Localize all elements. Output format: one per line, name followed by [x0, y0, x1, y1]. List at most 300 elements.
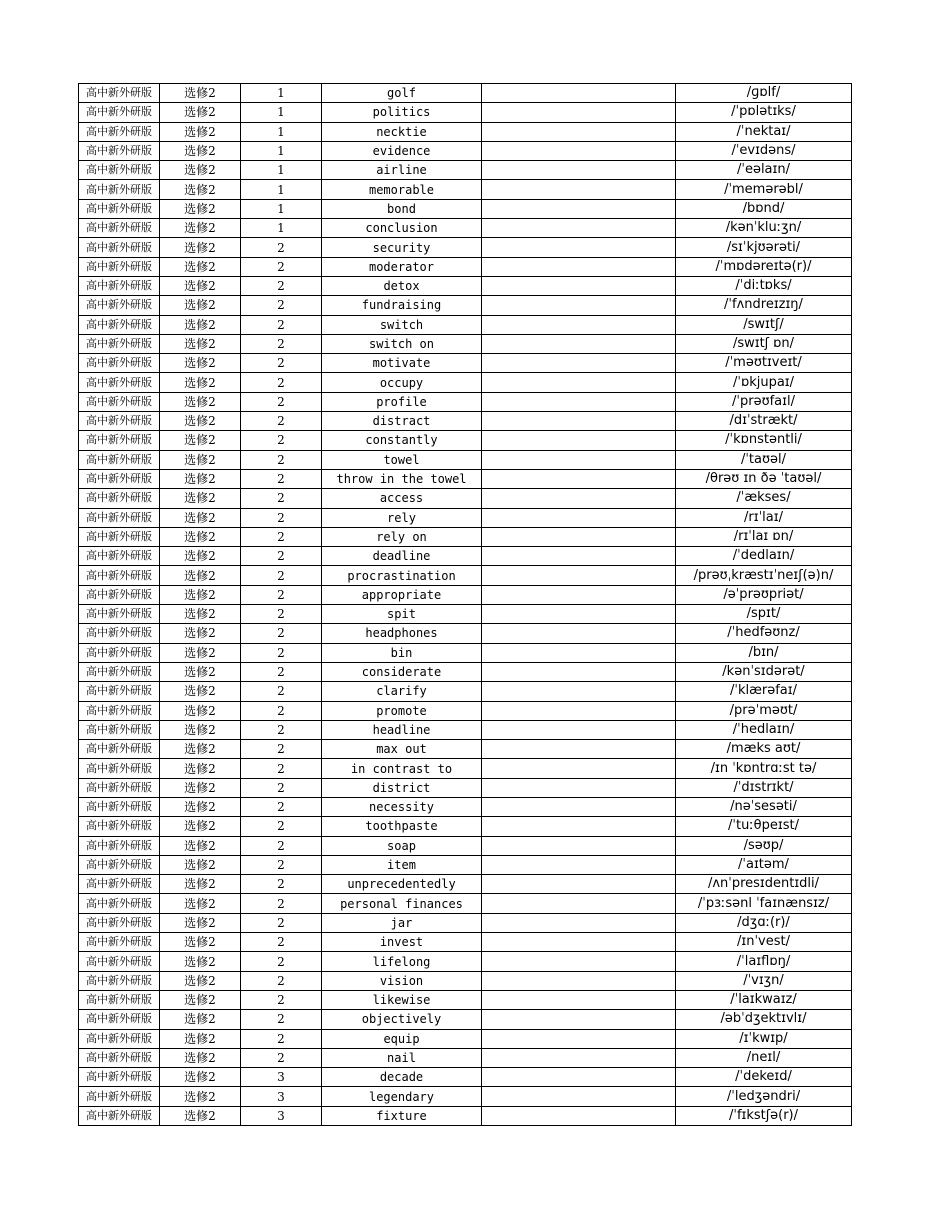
textbook-edition-cell: 高中新外研版: [79, 257, 160, 276]
textbook-edition-cell: 高中新外研版: [79, 836, 160, 855]
phonetic-cell: /ˈklærəfaɪ/: [676, 682, 852, 701]
unit-number-cell: 2: [241, 643, 322, 662]
english-word-cell: toothpaste: [322, 817, 482, 836]
table-row: [79, 566, 852, 585]
english-word-cell: bond: [322, 199, 482, 218]
blank-meaning-cell: [482, 894, 676, 913]
module-cell: 选修2: [160, 1106, 241, 1125]
unit-number-cell: 2: [241, 1029, 322, 1048]
module-cell: 选修2: [160, 740, 241, 759]
textbook-edition-cell: 高中新外研版: [79, 855, 160, 874]
textbook-edition-cell: 高中新外研版: [79, 643, 160, 662]
phonetic-cell: /ˈpɜːsənl ˈfaɪnænsɪz/: [676, 894, 852, 913]
blank-meaning-cell: [482, 469, 676, 488]
blank-meaning-cell: [482, 778, 676, 797]
english-word-cell: politics: [322, 103, 482, 122]
textbook-edition-cell: 高中新外研版: [79, 373, 160, 392]
phonetic-cell: /prəˈməʊt/: [676, 701, 852, 720]
textbook-edition-cell: 高中新外研版: [79, 778, 160, 797]
blank-meaning-cell: [482, 913, 676, 932]
blank-meaning-cell: [482, 990, 676, 1009]
table-row: [79, 1106, 852, 1125]
module-cell: 选修2: [160, 431, 241, 450]
blank-meaning-cell: [482, 199, 676, 218]
phonetic-cell: /ˈfʌndreɪzɪŋ/: [676, 296, 852, 315]
table-row: [79, 855, 852, 874]
unit-number-cell: 1: [241, 219, 322, 238]
blank-meaning-cell: [482, 334, 676, 353]
table-row: [79, 990, 852, 1009]
textbook-edition-cell: 高中新外研版: [79, 450, 160, 469]
table-row: [79, 836, 852, 855]
english-word-cell: profile: [322, 392, 482, 411]
textbook-edition-cell: 高中新外研版: [79, 1029, 160, 1048]
english-word-cell: considerate: [322, 662, 482, 681]
phonetic-cell: /ˈdekeɪd/: [676, 1068, 852, 1087]
module-cell: 选修2: [160, 469, 241, 488]
english-word-cell: constantly: [322, 431, 482, 450]
module-cell: 选修2: [160, 180, 241, 199]
textbook-edition-cell: 高中新外研版: [79, 894, 160, 913]
table-row: [79, 334, 852, 353]
unit-number-cell: 2: [241, 238, 322, 257]
textbook-edition-cell: 高中新外研版: [79, 199, 160, 218]
table-row: [79, 913, 852, 932]
unit-number-cell: 2: [241, 1010, 322, 1029]
phonetic-cell: /nəˈsesəti/: [676, 797, 852, 816]
module-cell: 选修2: [160, 354, 241, 373]
textbook-edition-cell: 高中新外研版: [79, 913, 160, 932]
textbook-edition-cell: 高中新外研版: [79, 180, 160, 199]
module-cell: 选修2: [160, 662, 241, 681]
module-cell: 选修2: [160, 315, 241, 334]
table-row: [79, 1048, 852, 1067]
phonetic-cell: /ˈfɪkstʃə(r)/: [676, 1106, 852, 1125]
phonetic-cell: /neɪl/: [676, 1048, 852, 1067]
unit-number-cell: 2: [241, 662, 322, 681]
phonetic-cell: /əbˈdʒektɪvlɪ/: [676, 1010, 852, 1029]
module-cell: 选修2: [160, 84, 241, 103]
phonetic-cell: /prəʊˌkræstɪˈneɪʃ(ə)n/: [676, 566, 852, 585]
phonetic-cell: /ˈevɪdəns/: [676, 141, 852, 160]
unit-number-cell: 2: [241, 605, 322, 624]
blank-meaning-cell: [482, 296, 676, 315]
blank-meaning-cell: [482, 952, 676, 971]
english-word-cell: memorable: [322, 180, 482, 199]
table-row: [79, 952, 852, 971]
phonetic-cell: /ˈnektaɪ/: [676, 122, 852, 141]
phonetic-cell: /ˈtaʊəl/: [676, 450, 852, 469]
textbook-edition-cell: 高中新外研版: [79, 566, 160, 585]
english-word-cell: necessity: [322, 797, 482, 816]
english-word-cell: necktie: [322, 122, 482, 141]
table-row: [79, 875, 852, 894]
table-row: [79, 354, 852, 373]
blank-meaning-cell: [482, 720, 676, 739]
table-row: [79, 662, 852, 681]
textbook-edition-cell: 高中新外研版: [79, 354, 160, 373]
phonetic-cell: /dʒɑː(r)/: [676, 913, 852, 932]
english-word-cell: switch on: [322, 334, 482, 353]
module-cell: 选修2: [160, 373, 241, 392]
unit-number-cell: 2: [241, 797, 322, 816]
blank-meaning-cell: [482, 971, 676, 990]
unit-number-cell: 2: [241, 701, 322, 720]
textbook-edition-cell: 高中新外研版: [79, 469, 160, 488]
blank-meaning-cell: [482, 1068, 676, 1087]
blank-meaning-cell: [482, 354, 676, 373]
unit-number-cell: 2: [241, 392, 322, 411]
table-row: [79, 199, 852, 218]
english-word-cell: rely on: [322, 527, 482, 546]
unit-number-cell: 2: [241, 469, 322, 488]
blank-meaning-cell: [482, 392, 676, 411]
table-row: [79, 720, 852, 739]
unit-number-cell: 2: [241, 971, 322, 990]
unit-number-cell: 2: [241, 373, 322, 392]
textbook-edition-cell: 高中新外研版: [79, 1106, 160, 1125]
unit-number-cell: 2: [241, 952, 322, 971]
table-row: [79, 257, 852, 276]
textbook-edition-cell: 高中新外研版: [79, 412, 160, 431]
module-cell: 选修2: [160, 894, 241, 913]
module-cell: 选修2: [160, 296, 241, 315]
english-word-cell: item: [322, 855, 482, 874]
blank-meaning-cell: [482, 1087, 676, 1106]
blank-meaning-cell: [482, 180, 676, 199]
english-word-cell: fundraising: [322, 296, 482, 315]
module-cell: 选修2: [160, 720, 241, 739]
phonetic-cell: /əˈprəʊpriət/: [676, 585, 852, 604]
english-word-cell: deadline: [322, 547, 482, 566]
english-word-cell: access: [322, 489, 482, 508]
table-row: [79, 1010, 852, 1029]
table-row: [79, 817, 852, 836]
unit-number-cell: 2: [241, 276, 322, 295]
phonetic-cell: /ˈpɒlətɪks/: [676, 103, 852, 122]
phonetic-cell: /ʌnˈpresɪdentɪdli/: [676, 875, 852, 894]
table-row: [79, 238, 852, 257]
english-word-cell: equip: [322, 1029, 482, 1048]
blank-meaning-cell: [482, 161, 676, 180]
table-row: [79, 141, 852, 160]
module-cell: 选修2: [160, 508, 241, 527]
table-row: [79, 701, 852, 720]
table-row: [79, 585, 852, 604]
unit-number-cell: 2: [241, 547, 322, 566]
module-cell: 选修2: [160, 1029, 241, 1048]
textbook-edition-cell: 高中新外研版: [79, 720, 160, 739]
phonetic-cell: /ˈledʒəndri/: [676, 1087, 852, 1106]
module-cell: 选修2: [160, 1048, 241, 1067]
table-row: [79, 315, 852, 334]
phonetic-cell: /ˈaɪtəm/: [676, 855, 852, 874]
module-cell: 选修2: [160, 759, 241, 778]
table-row: [79, 605, 852, 624]
unit-number-cell: 2: [241, 296, 322, 315]
unit-number-cell: 2: [241, 489, 322, 508]
phonetic-cell: /swɪtʃ ɒn/: [676, 334, 852, 353]
english-word-cell: motivate: [322, 354, 482, 373]
unit-number-cell: 1: [241, 199, 322, 218]
textbook-edition-cell: 高中新外研版: [79, 740, 160, 759]
blank-meaning-cell: [482, 141, 676, 160]
phonetic-cell: /kənˈsɪdərət/: [676, 662, 852, 681]
textbook-edition-cell: 高中新外研版: [79, 701, 160, 720]
textbook-edition-cell: 高中新外研版: [79, 334, 160, 353]
english-word-cell: headline: [322, 720, 482, 739]
unit-number-cell: 2: [241, 354, 322, 373]
unit-number-cell: 3: [241, 1106, 322, 1125]
textbook-edition-cell: 高中新外研版: [79, 296, 160, 315]
module-cell: 选修2: [160, 855, 241, 874]
english-word-cell: decade: [322, 1068, 482, 1087]
blank-meaning-cell: [482, 836, 676, 855]
phonetic-cell: /ɪn ˈkɒntrɑːst tə/: [676, 759, 852, 778]
english-word-cell: clarify: [322, 682, 482, 701]
phonetic-cell: /ˈmemərəbl/: [676, 180, 852, 199]
table-row: [79, 450, 852, 469]
module-cell: 选修2: [160, 778, 241, 797]
phonetic-cell: /θrəʊ ɪn ðə ˈtaʊəl/: [676, 469, 852, 488]
table-row: [79, 84, 852, 103]
module-cell: 选修2: [160, 933, 241, 952]
blank-meaning-cell: [482, 219, 676, 238]
phonetic-cell: /mæks aʊt/: [676, 740, 852, 759]
textbook-edition-cell: 高中新外研版: [79, 585, 160, 604]
textbook-edition-cell: 高中新外研版: [79, 238, 160, 257]
unit-number-cell: 2: [241, 759, 322, 778]
phonetic-cell: /ˈvɪʒn/: [676, 971, 852, 990]
english-word-cell: rely: [322, 508, 482, 527]
unit-number-cell: 2: [241, 450, 322, 469]
textbook-edition-cell: 高中新外研版: [79, 1048, 160, 1067]
unit-number-cell: 2: [241, 720, 322, 739]
unit-number-cell: 2: [241, 817, 322, 836]
english-word-cell: legendary: [322, 1087, 482, 1106]
blank-meaning-cell: [482, 238, 676, 257]
unit-number-cell: 3: [241, 1068, 322, 1087]
blank-meaning-cell: [482, 1106, 676, 1125]
english-word-cell: lifelong: [322, 952, 482, 971]
textbook-edition-cell: 高中新外研版: [79, 141, 160, 160]
textbook-edition-cell: 高中新外研版: [79, 315, 160, 334]
english-word-cell: soap: [322, 836, 482, 855]
module-cell: 选修2: [160, 489, 241, 508]
module-cell: 选修2: [160, 952, 241, 971]
unit-number-cell: 1: [241, 161, 322, 180]
textbook-edition-cell: 高中新外研版: [79, 84, 160, 103]
module-cell: 选修2: [160, 797, 241, 816]
phonetic-cell: /sɪˈkjʊərəti/: [676, 238, 852, 257]
textbook-edition-cell: 高中新外研版: [79, 527, 160, 546]
unit-number-cell: 2: [241, 508, 322, 527]
table-row: [79, 933, 852, 952]
unit-number-cell: 2: [241, 624, 322, 643]
table-row: [79, 489, 852, 508]
table-row: [79, 103, 852, 122]
unit-number-cell: 2: [241, 855, 322, 874]
phonetic-cell: /ˈlaɪkwaɪz/: [676, 990, 852, 1009]
phonetic-cell: /ˈdɪstrɪkt/: [676, 778, 852, 797]
module-cell: 选修2: [160, 547, 241, 566]
textbook-edition-cell: 高中新外研版: [79, 990, 160, 1009]
module-cell: 选修2: [160, 875, 241, 894]
phonetic-cell: /swɪtʃ/: [676, 315, 852, 334]
blank-meaning-cell: [482, 547, 676, 566]
english-word-cell: objectively: [322, 1010, 482, 1029]
blank-meaning-cell: [482, 624, 676, 643]
phonetic-cell: /ˈdedlaɪn/: [676, 547, 852, 566]
module-cell: 选修2: [160, 199, 241, 218]
unit-number-cell: 2: [241, 334, 322, 353]
table-row: [79, 373, 852, 392]
textbook-edition-cell: 高中新外研版: [79, 662, 160, 681]
english-word-cell: towel: [322, 450, 482, 469]
phonetic-cell: /spɪt/: [676, 605, 852, 624]
textbook-edition-cell: 高中新外研版: [79, 759, 160, 778]
textbook-edition-cell: 高中新外研版: [79, 1087, 160, 1106]
module-cell: 选修2: [160, 392, 241, 411]
blank-meaning-cell: [482, 84, 676, 103]
textbook-edition-cell: 高中新外研版: [79, 489, 160, 508]
table-row: [79, 547, 852, 566]
phonetic-cell: /ˈkɒnstəntli/: [676, 431, 852, 450]
module-cell: 选修2: [160, 990, 241, 1009]
module-cell: 选修2: [160, 257, 241, 276]
phonetic-cell: /ɪnˈvest/: [676, 933, 852, 952]
phonetic-cell: /kənˈkluːʒn/: [676, 219, 852, 238]
table-row: [79, 682, 852, 701]
module-cell: 选修2: [160, 701, 241, 720]
textbook-edition-cell: 高中新外研版: [79, 1010, 160, 1029]
textbook-edition-cell: 高中新外研版: [79, 971, 160, 990]
blank-meaning-cell: [482, 1029, 676, 1048]
blank-meaning-cell: [482, 103, 676, 122]
blank-meaning-cell: [482, 508, 676, 527]
module-cell: 选修2: [160, 219, 241, 238]
table-row: [79, 122, 852, 141]
textbook-edition-cell: 高中新外研版: [79, 103, 160, 122]
textbook-edition-cell: 高中新外研版: [79, 547, 160, 566]
blank-meaning-cell: [482, 257, 676, 276]
english-word-cell: distract: [322, 412, 482, 431]
blank-meaning-cell: [482, 759, 676, 778]
table-row: [79, 1087, 852, 1106]
module-cell: 选修2: [160, 412, 241, 431]
module-cell: 选修2: [160, 624, 241, 643]
phonetic-cell: /rɪˈlaɪ/: [676, 508, 852, 527]
english-word-cell: airline: [322, 161, 482, 180]
textbook-edition-cell: 高中新外研版: [79, 817, 160, 836]
english-word-cell: bin: [322, 643, 482, 662]
phonetic-cell: /ˈɒkjupaɪ/: [676, 373, 852, 392]
blank-meaning-cell: [482, 817, 676, 836]
english-word-cell: conclusion: [322, 219, 482, 238]
module-cell: 选修2: [160, 1068, 241, 1087]
english-word-cell: unprecedentedly: [322, 875, 482, 894]
textbook-edition-cell: 高中新外研版: [79, 875, 160, 894]
english-word-cell: golf: [322, 84, 482, 103]
blank-meaning-cell: [482, 605, 676, 624]
module-cell: 选修2: [160, 276, 241, 295]
blank-meaning-cell: [482, 566, 676, 585]
table-row: [79, 508, 852, 527]
blank-meaning-cell: [482, 585, 676, 604]
english-word-cell: personal finances: [322, 894, 482, 913]
textbook-edition-cell: 高中新外研版: [79, 276, 160, 295]
table-row: [79, 740, 852, 759]
english-word-cell: spit: [322, 605, 482, 624]
textbook-edition-cell: 高中新外研版: [79, 797, 160, 816]
phonetic-cell: /ˈməʊtɪveɪt/: [676, 354, 852, 373]
blank-meaning-cell: [482, 122, 676, 141]
english-word-cell: appropriate: [322, 585, 482, 604]
module-cell: 选修2: [160, 566, 241, 585]
module-cell: 选修2: [160, 682, 241, 701]
blank-meaning-cell: [482, 489, 676, 508]
english-word-cell: in contrast to: [322, 759, 482, 778]
phonetic-cell: /səʊp/: [676, 836, 852, 855]
module-cell: 选修2: [160, 141, 241, 160]
blank-meaning-cell: [482, 875, 676, 894]
module-cell: 选修2: [160, 643, 241, 662]
english-word-cell: procrastination: [322, 566, 482, 585]
module-cell: 选修2: [160, 103, 241, 122]
table-row: [79, 759, 852, 778]
english-word-cell: vision: [322, 971, 482, 990]
unit-number-cell: 1: [241, 103, 322, 122]
unit-number-cell: 1: [241, 180, 322, 199]
english-word-cell: promote: [322, 701, 482, 720]
english-word-cell: likewise: [322, 990, 482, 1009]
english-word-cell: fixture: [322, 1106, 482, 1125]
textbook-edition-cell: 高中新外研版: [79, 122, 160, 141]
unit-number-cell: 2: [241, 875, 322, 894]
module-cell: 选修2: [160, 450, 241, 469]
textbook-edition-cell: 高中新外研版: [79, 219, 160, 238]
unit-number-cell: 2: [241, 431, 322, 450]
vocabulary-table-body: [79, 84, 852, 1126]
blank-meaning-cell: [482, 662, 676, 681]
phonetic-cell: /rɪˈlaɪ ɒn/: [676, 527, 852, 546]
module-cell: 选修2: [160, 971, 241, 990]
blank-meaning-cell: [482, 682, 676, 701]
english-word-cell: detox: [322, 276, 482, 295]
phonetic-cell: /ˈdiːtɒks/: [676, 276, 852, 295]
blank-meaning-cell: [482, 933, 676, 952]
table-row: [79, 276, 852, 295]
textbook-edition-cell: 高中新外研版: [79, 952, 160, 971]
english-word-cell: evidence: [322, 141, 482, 160]
phonetic-cell: /ˈækses/: [676, 489, 852, 508]
unit-number-cell: 3: [241, 1087, 322, 1106]
blank-meaning-cell: [482, 855, 676, 874]
table-row: [79, 469, 852, 488]
unit-number-cell: 1: [241, 122, 322, 141]
blank-meaning-cell: [482, 1010, 676, 1029]
blank-meaning-cell: [482, 1048, 676, 1067]
table-row: [79, 527, 852, 546]
english-word-cell: occupy: [322, 373, 482, 392]
textbook-edition-cell: 高中新外研版: [79, 682, 160, 701]
vocabulary-table: [78, 83, 852, 1126]
unit-number-cell: 2: [241, 585, 322, 604]
module-cell: 选修2: [160, 817, 241, 836]
english-word-cell: security: [322, 238, 482, 257]
english-word-cell: headphones: [322, 624, 482, 643]
blank-meaning-cell: [482, 527, 676, 546]
